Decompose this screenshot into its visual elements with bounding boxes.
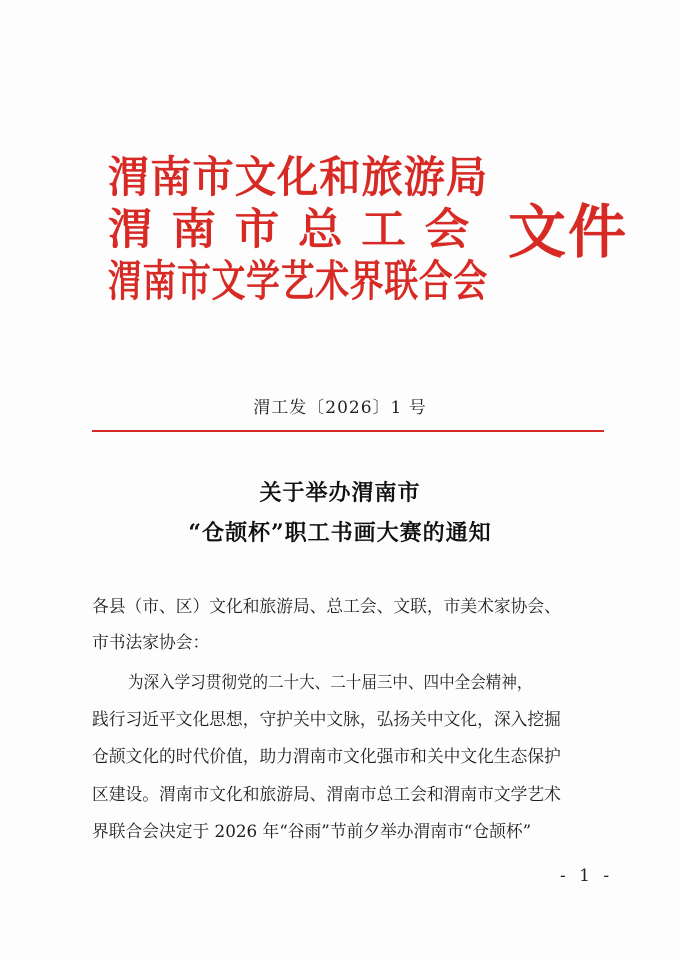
addressee-line-2: 市书法家协会： — [92, 633, 210, 653]
body-line-3: 仓颉文化的时代价值，助力渭南市文化强市和关中文化生态保护 — [92, 747, 561, 767]
document-number: 渭工发〔2026〕1 号 — [253, 398, 427, 418]
addressee-line-1: 各县（市、区）文化和旅游局、总工会、文联，市美术家协会、 — [92, 597, 561, 617]
issuer-trade-union: 渭南市总工会 — [108, 205, 488, 255]
body-line-5: 界联合会决定于 2026 年“谷雨”节前夕举办渭南市“仓颉杯” — [92, 822, 532, 842]
body-line-1: 为深入学习贯彻党的二十大、二十届三中、四中全会精神， — [128, 673, 533, 693]
issuer-literary-art-federation: 渭南市文学艺术界联合会 — [108, 257, 488, 307]
issuer-culture-tourism-bureau: 渭南市文化和旅游局 — [108, 153, 489, 203]
body-line-2: 践行习近平文化思想，守护关中文脉，弘扬关中文化，深入挖掘 — [92, 710, 561, 730]
notice-title-line-1: 关于举办渭南市 — [259, 480, 421, 506]
notice-title-line-2: “仓颉杯”职工书画大赛的通知 — [188, 520, 492, 546]
red-separator-line — [92, 430, 604, 432]
body-line-4: 区建设。渭南市文化和旅游局、渭南市总工会和渭南市文学艺术 — [92, 785, 561, 805]
page-number: - 1 - — [560, 866, 614, 886]
red-header — [108, 152, 628, 312]
document-label: 文件 — [508, 198, 629, 266]
